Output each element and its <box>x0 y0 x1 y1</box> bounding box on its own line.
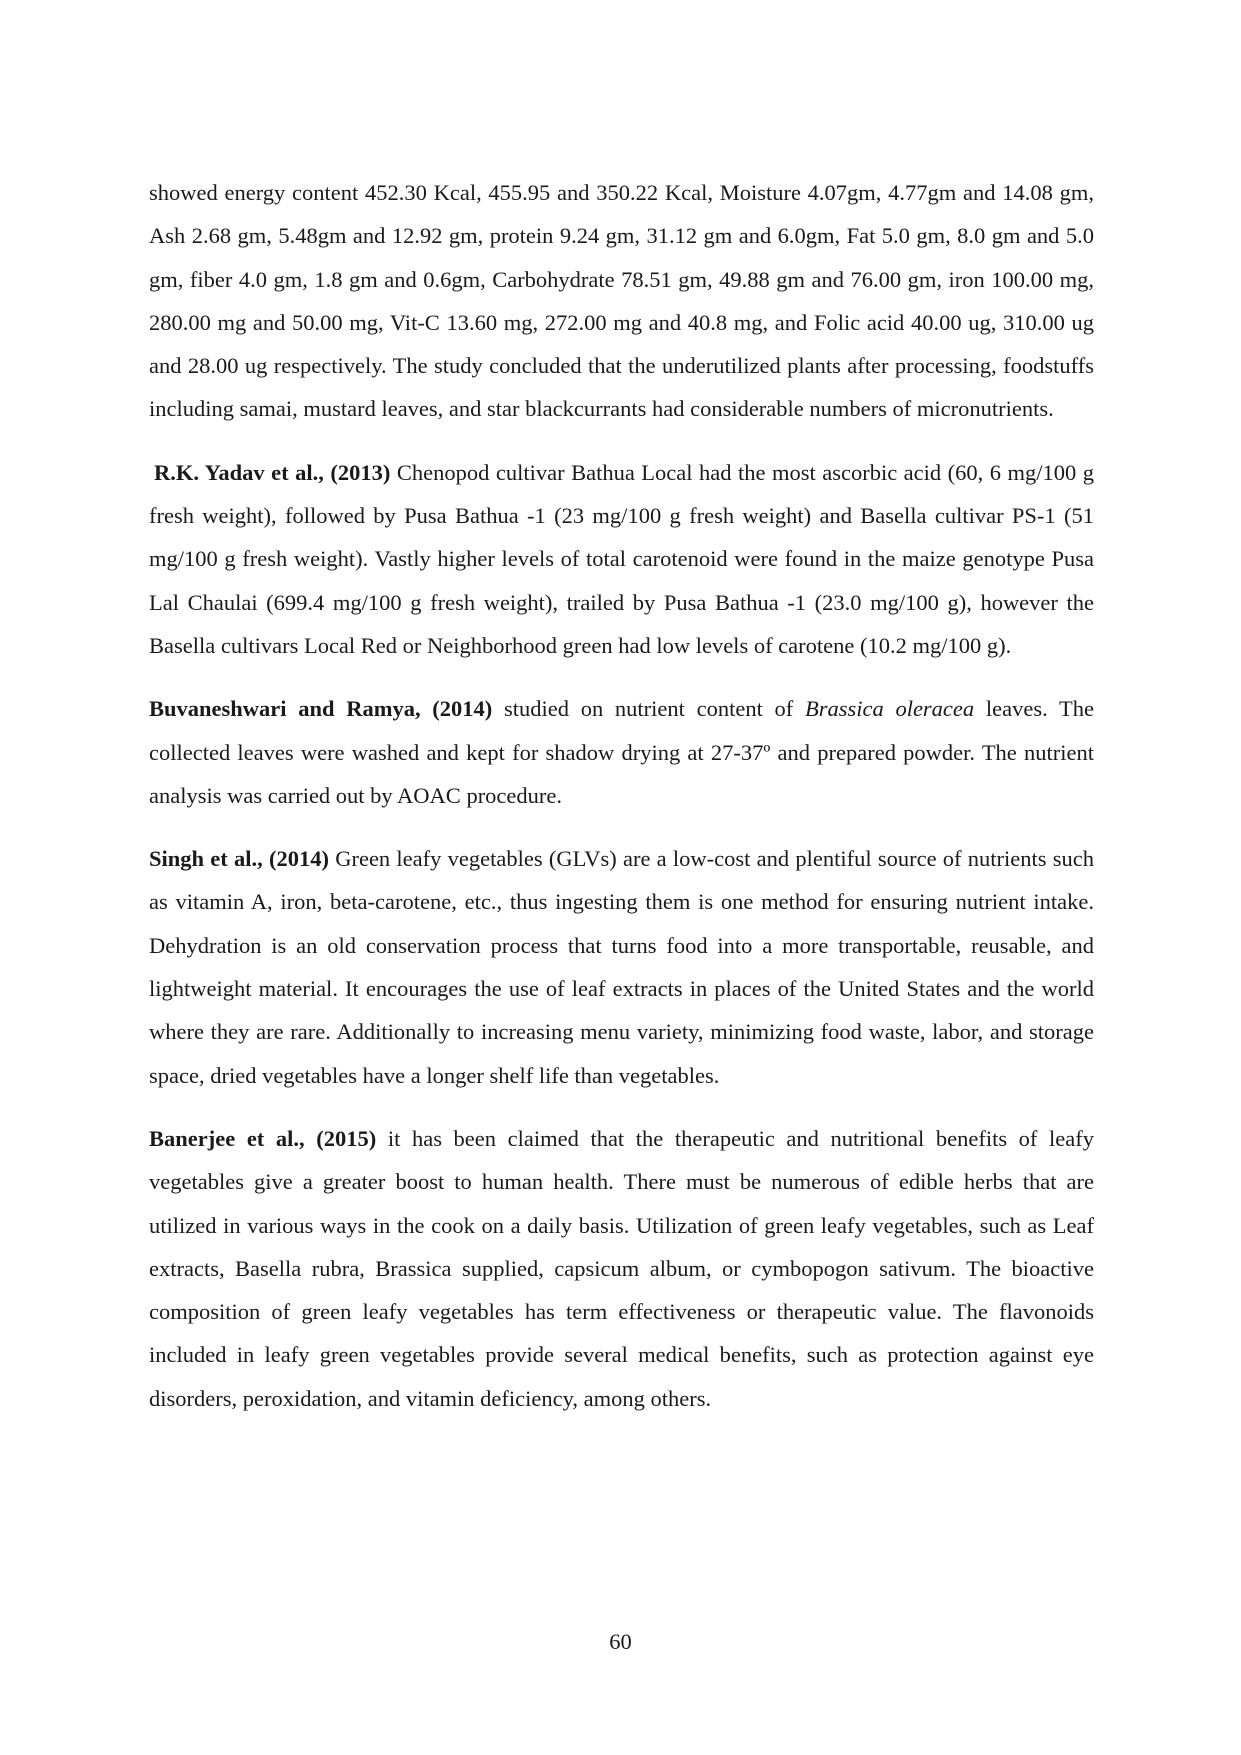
paragraph-continued <box>149 171 1094 431</box>
paragraph-text: studied on nutrient content of <box>492 696 805 722</box>
paragraph-singh-2014 <box>149 837 1094 1097</box>
author-citation: Banerjee et al., (2015) <box>149 1125 377 1151</box>
paragraph-banerjee-2015 <box>149 1117 1094 1420</box>
paragraph-buvaneshwari-2014 <box>149 687 1094 817</box>
paragraph-text: Green leafy vegetables (GLVs) are a low-cost and plentiful source of nutrients such as vitamin A, iron, beta-carotene, etc., thus ingesting them is one method for ensuring nutrient intake. Dehydration is an old conservation process that turns food into a more transportable, reusable, and lightweight material. It encourages the use of leaf extracts in places of the United States and the world where they are rare. Additionally to increasing menu variety, minimizing food waste, labor, and storage space, dried vegetables have a longer shelf life than vegetables. <box>149 846 1094 1088</box>
author-citation: Buvaneshwari and Ramya, (2014) <box>149 696 493 722</box>
paragraph-text: Chenopod cultivar Bathua Local had the most ascorbic acid (60, 6 mg/100 g fresh weight), followed by Pusa Bathua -1 (23 mg/100 g fresh weight) and Basella cultivar PS-1 (51 mg/100 g fresh weight). Vastly higher levels of total carotenoid were found in the maize genotype Pusa Lal Chaulai (699.4 mg/100 g fresh weight), trailed by Pusa Bathua -1 (23.0 mg/100 g), however the Basella cultivars Local Red or Neighborhood green had low levels of carotene (10.2 mg/100 g). <box>149 459 1094 658</box>
paragraph-text: showed energy content 452.30 Kcal, 455.95 and 350.22 Kcal, Moisture 4.07gm, 4.77gm and 14.08 gm, Ash 2.68 gm, 5.48gm and 12.92 gm, protein 9.24 gm, 31.12 gm and 6.0gm, Fat 5.0 gm, 8.0 gm and 5.0 gm, fiber 4.0 gm, 1.8 gm and 0.6gm, Carbohydrate 78.51 gm, 49.88 gm and 76.00 gm, iron 100.00 mg, 280.00 mg and 50.00 mg, Vit-C 13.60 mg, 272.00 mg and 40.8 mg, and Folic acid 40.00 ug, 310.00 ug and 28.00 ug respectively. The study concluded that the underutilized plants after processing, foodstuffs including samai, mustard leaves, and star blackcurrants had considerable numbers of micronutrients. <box>149 180 1094 422</box>
author-citation: R.K. Yadav et al., (2013) <box>154 459 391 485</box>
author-citation: Singh et al., (2014) <box>149 846 329 872</box>
paragraph-yadav-2013 <box>149 451 1094 667</box>
species-name: Brassica oleracea <box>804 696 975 722</box>
paragraph-text: leaves. The collected leaves were washed and kept for shadow drying at 27-37º and prepared powder. The nutrient analysis was carried out by AOAC procedure. <box>149 696 1095 808</box>
page-number: 60 <box>609 1629 632 1654</box>
document-body <box>149 171 1094 1440</box>
paragraph-text: it has been claimed that the therapeutic and nutritional benefits of leafy vegetables give a greater boost to human health. There must be numerous of edible herbs that are utilized in various ways in the cook on a daily basis. Utilization of green leafy vegetables, such as Leaf extracts, Basella rubra, Brassica supplied, capsicum album, or cymbopogon sativum. The bioactive composition of green leafy vegetables has term effectiveness or therapeutic value. The flavonoids included in leafy green vegetables provide several medical benefits, such as protection against eye disorders, peroxidation, and vitamin deficiency, among others. <box>149 1125 1094 1411</box>
